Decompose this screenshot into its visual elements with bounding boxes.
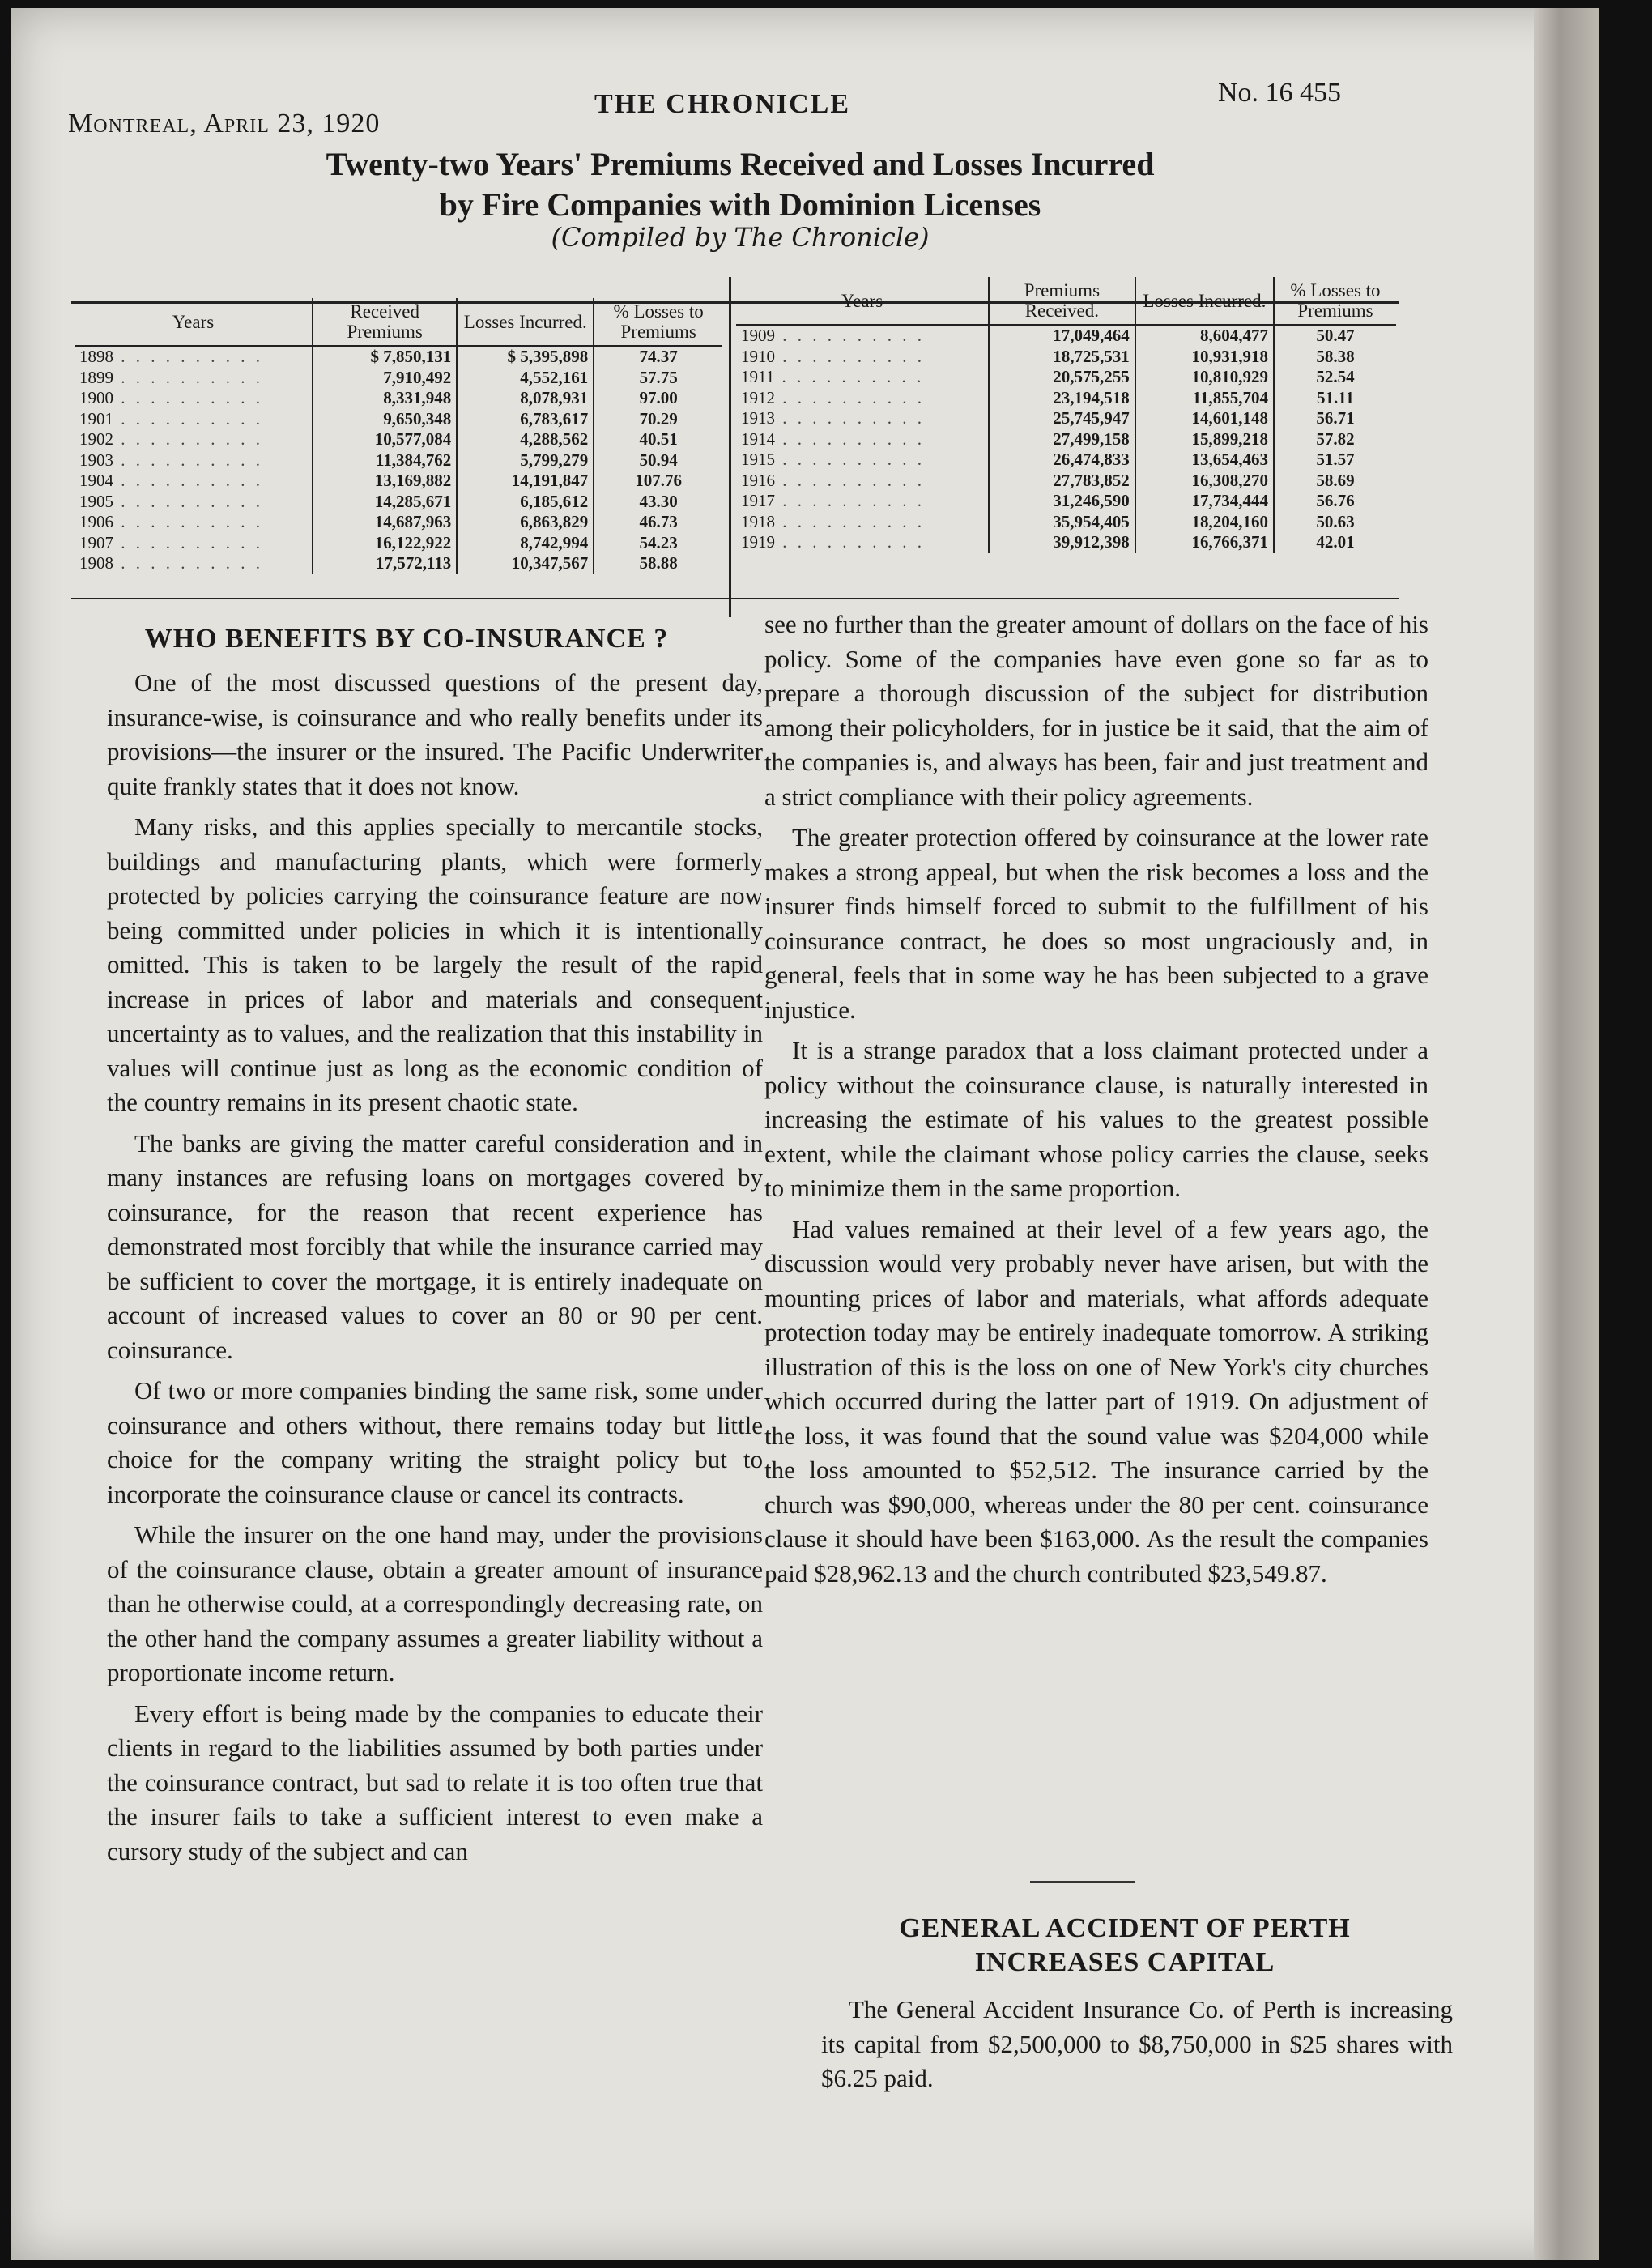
year-label: 1900: [79, 388, 113, 407]
cell-losses: 10,347,567: [457, 553, 594, 574]
cell-pct: 51.11: [1316, 387, 1355, 407]
year-label: 1903: [79, 450, 113, 470]
article1-paragraph: It is a strange paradox that a loss claimant protected under a policy without the coinsurance clause, is naturally interested in increasing the estimate of his values to the greatest possible extent, while the claimant whose policy carries the clause, seeks to minimize them in the same proportion.: [764, 1036, 1428, 1202]
leader-dots: . . . . . . . . . .: [113, 367, 263, 387]
table-row: [75, 450, 722, 471]
cell-premiums: $ 7,850,131: [313, 346, 457, 368]
cell-premiums: 13,169,882: [313, 471, 457, 492]
table-row: [736, 450, 1396, 471]
article1-paragraph: The banks are giving the matter careful consideration and in many instances are refusing loans on mortgages covered by coinsurance, for the reason that recent experience has demonstrated most forcibly that while the insurance carried may be sufficient to cover the mortgage, it is entirely inadequate on account of increased values to cover an 80 or 90 per cent. coinsurance.: [107, 1128, 763, 1364]
table-row: [736, 491, 1396, 512]
cell-premiums: 17,572,113: [313, 553, 457, 574]
cell-losses: 5,799,279: [457, 450, 594, 471]
year-label: 1911: [741, 367, 775, 386]
year-label: 1899: [79, 367, 113, 387]
leader-dots: . . . . . . . . . .: [113, 347, 263, 366]
leader-dots: . . . . . . . . . .: [113, 532, 263, 552]
cell-premiums: 17,049,464: [989, 325, 1135, 347]
cell-losses: 6,783,617: [457, 409, 594, 430]
article1-column1: [107, 666, 763, 1875]
cell-pct: 57.82: [1316, 428, 1355, 449]
leader-dots: . . . . . . . . . .: [113, 450, 263, 470]
table-row: [736, 388, 1396, 409]
article2-heading: GENERAL ACCIDENT OF PERTH INCREASES CAPITAL: [899, 1913, 1351, 1977]
cell-pct: 74.37: [639, 347, 678, 366]
col-header-premiums-right: Premiums Received.: [989, 277, 1135, 325]
year-label: 1918: [741, 511, 775, 531]
col-header-pct: % Losses to Premiums: [594, 298, 722, 346]
table-row: [736, 512, 1396, 533]
cell-year: [75, 429, 313, 450]
cell-premiums: 16,122,922: [313, 533, 457, 554]
cell-losses: 14,191,847: [457, 471, 594, 492]
cell-year: [75, 512, 313, 533]
cell-pct: 43.30: [639, 491, 678, 511]
cell-pct: 46.73: [639, 512, 678, 531]
cell-pct: 42.01: [1316, 532, 1355, 552]
cell-pct: 56.76: [1316, 491, 1355, 510]
premiums-table-right: [736, 277, 1396, 553]
cell-pct: 58.38: [1316, 346, 1355, 366]
cell-year: [736, 388, 989, 409]
cell-year: [736, 347, 989, 368]
table-row: [75, 533, 722, 554]
cell-year: [736, 325, 989, 347]
cell-year: [736, 450, 989, 471]
table-subtitle: (Compiled by The Chronicle): [551, 222, 930, 253]
cell-losses: 4,288,562: [457, 429, 594, 450]
cell-losses: 16,308,270: [1135, 471, 1274, 492]
article1-paragraph: The greater protection offered by coinsurance at the lower rate makes a strong appeal, but when the risk becomes a loss and the insurer finds himself forced to submit to the fulfillment of his coinsurance contract, he does so most ungraciously and, in general, feels that in some way he has been subjected to a grave injustice.: [764, 823, 1428, 1024]
cell-losses: 18,204,160: [1135, 512, 1274, 533]
cell-pct: 40.51: [639, 429, 678, 449]
cell-losses: 13,654,463: [1135, 450, 1274, 471]
leader-dots: . . . . . . . . . .: [113, 491, 263, 511]
cell-losses: 10,931,918: [1135, 347, 1274, 368]
cell-year: [736, 532, 989, 553]
article2-paragraph: The General Accident Insurance Co. of Perth is increasing its capital from $2,500,000 to $8,750,000 in $25 shares with $6.25 paid.: [821, 1995, 1453, 2092]
cell-year: [736, 408, 989, 429]
cell-pct: 57.75: [639, 367, 678, 387]
cell-year: [736, 512, 989, 533]
table-row: [75, 368, 722, 389]
table-row: [736, 408, 1396, 429]
cell-premiums: 27,783,852: [989, 471, 1135, 492]
cell-premiums: 23,194,518: [989, 388, 1135, 409]
cell-premiums: 20,575,255: [989, 367, 1135, 388]
cell-losses: 15,899,218: [1135, 429, 1274, 450]
cell-pct: 51.57: [1316, 450, 1355, 469]
year-label: 1914: [741, 428, 775, 449]
cell-year: [75, 533, 313, 554]
cell-premiums: 18,725,531: [989, 347, 1135, 368]
table-row: [75, 346, 722, 368]
table-row: [75, 471, 722, 492]
leader-dots: . . . . . . . . . .: [775, 326, 925, 345]
cell-losses: 6,185,612: [457, 492, 594, 513]
leader-dots: . . . . . . . . . .: [775, 532, 925, 552]
year-label: 1910: [741, 346, 775, 366]
cell-premiums: 39,912,398: [989, 532, 1135, 553]
table-row: [75, 553, 722, 574]
year-label: 1913: [741, 408, 775, 428]
leader-dots: . . . . . . . . . .: [775, 387, 925, 407]
cell-pct: 50.63: [1316, 511, 1355, 531]
cell-premiums: 26,474,833: [989, 450, 1135, 471]
cell-pct: 58.69: [1316, 470, 1355, 490]
cell-year: [736, 367, 989, 388]
cell-premiums: 27,499,158: [989, 429, 1135, 450]
col-header-years: Years: [75, 298, 313, 346]
cell-year: [75, 471, 313, 492]
col-header-losses-right: Losses Incurred.: [1135, 277, 1274, 325]
leader-dots: . . . . . . . . . .: [113, 471, 263, 490]
table-row: [736, 532, 1396, 553]
year-label: 1908: [79, 553, 113, 573]
cell-premiums: 35,954,405: [989, 512, 1135, 533]
cell-year: [75, 450, 313, 471]
cell-pct: 107.76: [635, 471, 683, 490]
table-title: [173, 144, 1307, 225]
cell-pct: 52.54: [1316, 367, 1355, 386]
header-place-date: Montreal, April 23, 1920: [68, 109, 381, 139]
year-label: 1919: [741, 532, 775, 552]
page-binding: [1534, 8, 1599, 2260]
cell-pct: 58.88: [639, 553, 678, 573]
cell-premiums: 14,285,671: [313, 492, 457, 513]
year-label: 1902: [79, 429, 113, 449]
cell-premiums: 31,246,590: [989, 491, 1135, 512]
leader-dots: . . . . . . . . . .: [775, 470, 925, 490]
cell-losses: 8,078,931: [457, 388, 594, 409]
table-row: [75, 388, 722, 409]
table-row: [736, 325, 1396, 347]
premiums-table-left: [75, 298, 722, 574]
cell-losses: 10,810,929: [1135, 367, 1274, 388]
leader-dots: . . . . . . . . . .: [775, 511, 925, 531]
cell-losses: 17,734,444: [1135, 491, 1274, 512]
article2-body: [821, 1993, 1453, 2103]
col-header-losses: Losses Incurred.: [457, 298, 594, 346]
cell-year: [75, 388, 313, 409]
cell-losses: 8,604,477: [1135, 325, 1274, 347]
header-issue-page: No. 16 455: [1218, 78, 1342, 108]
cell-premiums: 25,745,947: [989, 408, 1135, 429]
table-title-line1: Twenty-two Years' Premiums Received and Losses Incurred: [326, 146, 1155, 182]
leader-dots: . . . . . . . . . .: [775, 408, 925, 428]
cell-premiums: 7,910,492: [313, 368, 457, 389]
cell-year: [75, 553, 313, 574]
cell-losses: $ 5,395,898: [457, 346, 594, 368]
year-label: 1905: [79, 491, 113, 511]
cell-premiums: 14,687,963: [313, 512, 457, 533]
cell-year: [736, 429, 989, 450]
cell-losses: 8,742,994: [457, 533, 594, 554]
article1-column2: [764, 608, 1428, 1597]
leader-dots: . . . . . . . . . .: [113, 553, 263, 573]
magazine-page: [11, 8, 1599, 2260]
article1-heading: WHO BENEFITS BY CO-INSURANCE ?: [144, 624, 669, 654]
article1-paragraph: One of the most discussed questions of the present day, insurance-wise, is coinsurance and who really benefits under its provisions—the insurer or the insured. The Pacific Underwriter quite frankly states that it does not know.: [107, 668, 763, 800]
cell-pct: 50.94: [639, 450, 678, 470]
leader-dots: . . . . . . . . . .: [113, 512, 263, 531]
cell-losses: 14,601,148: [1135, 408, 1274, 429]
cell-pct: 54.23: [639, 532, 678, 552]
cell-year: [75, 368, 313, 389]
cell-pct: 97.00: [639, 388, 678, 407]
cell-year: [75, 346, 313, 368]
cell-year: [736, 491, 989, 512]
cell-year: [736, 471, 989, 492]
leader-dots: . . . . . . . . . .: [775, 346, 925, 366]
leader-dots: . . . . . . . . . .: [113, 408, 263, 428]
cell-premiums: 10,577,084: [313, 429, 457, 450]
table-bottom-rule: [71, 598, 1399, 599]
col-header-premiums: Received Premiums: [313, 298, 457, 346]
cell-pct: 56.71: [1316, 408, 1355, 428]
year-label: 1898: [79, 347, 113, 366]
header-publication: THE CHRONICLE: [594, 89, 850, 119]
leader-dots: . . . . . . . . . .: [775, 428, 925, 449]
year-label: 1906: [79, 512, 113, 531]
article1-paragraph: Of two or more companies binding the same risk, some under coinsurance and others without, there remains today but little choice for the company writing the straight policy but to incorporate the coinsurance clause or cancel its contracts.: [107, 1376, 763, 1508]
table-row: [75, 409, 722, 430]
article1-paragraph: Had values remained at their level of a few years ago, the discussion would very probably never have arisen, but with the mounting prices of labor and materials, what affords adequate protection today may be entirely inadequate tomorrow. A striking illustration of this is the loss on one of New York's city churches which occurred during the latter part of 1919. On adjustment of the loss, it was found that the sound value was $204,000 while the loss amounted to $52,512. The insurance carried by the church was $90,000, whereas under the 80 per cent. coinsurance clause it should have been $163,000. As the result the companies paid $28,962.13 and the church contributed $23,549.87.: [764, 1214, 1428, 1588]
article1-paragraph: see no further than the greater amount of dollars on the face of his policy. Some of the companies have even gone so far as to prepare a thorough discussion of the subject for distribution among their policyholders, for in justice be it said, that the aim of the companies is, and always has been, fair and just treatment and a strict compliance with their policy agreements.: [764, 610, 1428, 811]
table-row: [75, 429, 722, 450]
year-label: 1915: [741, 450, 775, 469]
table-row: [75, 492, 722, 513]
cell-premiums: 8,331,948: [313, 388, 457, 409]
year-label: 1901: [79, 408, 113, 428]
section-divider: [1030, 1881, 1135, 1883]
table-title-line2: by Fire Companies with Dominion Licenses: [439, 186, 1041, 223]
cell-losses: 4,552,161: [457, 368, 594, 389]
article1-paragraph: While the insurer on the one hand may, under the provisions of the coinsurance clause, obtain a greater amount of insurance than he otherwise could, at a correspondingly decreasing rate, on the other hand the company assumes a greater liability without a proportionate income return.: [107, 1520, 763, 1686]
year-label: 1917: [741, 491, 775, 510]
cell-pct: 70.29: [639, 408, 678, 428]
leader-dots: . . . . . . . . . .: [775, 491, 925, 510]
article1-paragraph: Many risks, and this applies specially to mercantile stocks, buildings and manufacturing plants, which were formerly protected by policies carrying the coinsurance feature are now being committed under policies in which it is intentionally omitted. This is taken to be largely the result of the rapid increase in prices of labor and materials and consequent uncertainty as to values, and the realization that this instability in values will continue just as long as the economic condition of the country remains in its present chaotic state.: [107, 812, 763, 1116]
year-label: 1912: [741, 387, 775, 407]
cell-losses: 6,863,829: [457, 512, 594, 533]
year-label: 1904: [79, 471, 113, 490]
cell-premiums: 9,650,348: [313, 409, 457, 430]
cell-premiums: 11,384,762: [313, 450, 457, 471]
table-row: [736, 471, 1396, 492]
article1-paragraph: Every effort is being made by the companies to educate their clients in regard to the liabilities assumed by both parties under the coinsurance contract, but sad to relate it is too often true that the insurer fails to take a sufficient interest to even make a cursory study of the subject and can: [107, 1699, 763, 1865]
cell-year: [75, 409, 313, 430]
cell-losses: 11,855,704: [1135, 388, 1274, 409]
cell-year: [75, 492, 313, 513]
leader-dots: . . . . . . . . . .: [774, 367, 925, 386]
table-row: [736, 367, 1396, 388]
table-row: [736, 347, 1396, 368]
year-label: 1909: [741, 326, 775, 345]
leader-dots: . . . . . . . . . .: [113, 429, 263, 449]
year-label: 1916: [741, 470, 775, 490]
cell-pct: 50.47: [1316, 326, 1355, 345]
table-row: [75, 512, 722, 533]
col-header-years-right: Years: [736, 277, 989, 325]
table-row: [736, 429, 1396, 450]
cell-losses: 16,766,371: [1135, 532, 1274, 553]
leader-dots: . . . . . . . . . .: [775, 450, 925, 469]
page-header: [68, 78, 1404, 139]
table-center-rule: [729, 277, 731, 617]
col-header-pct-right: % Losses to Premiums: [1274, 277, 1396, 325]
leader-dots: . . . . . . . . . .: [113, 388, 263, 407]
year-label: 1907: [79, 532, 113, 552]
